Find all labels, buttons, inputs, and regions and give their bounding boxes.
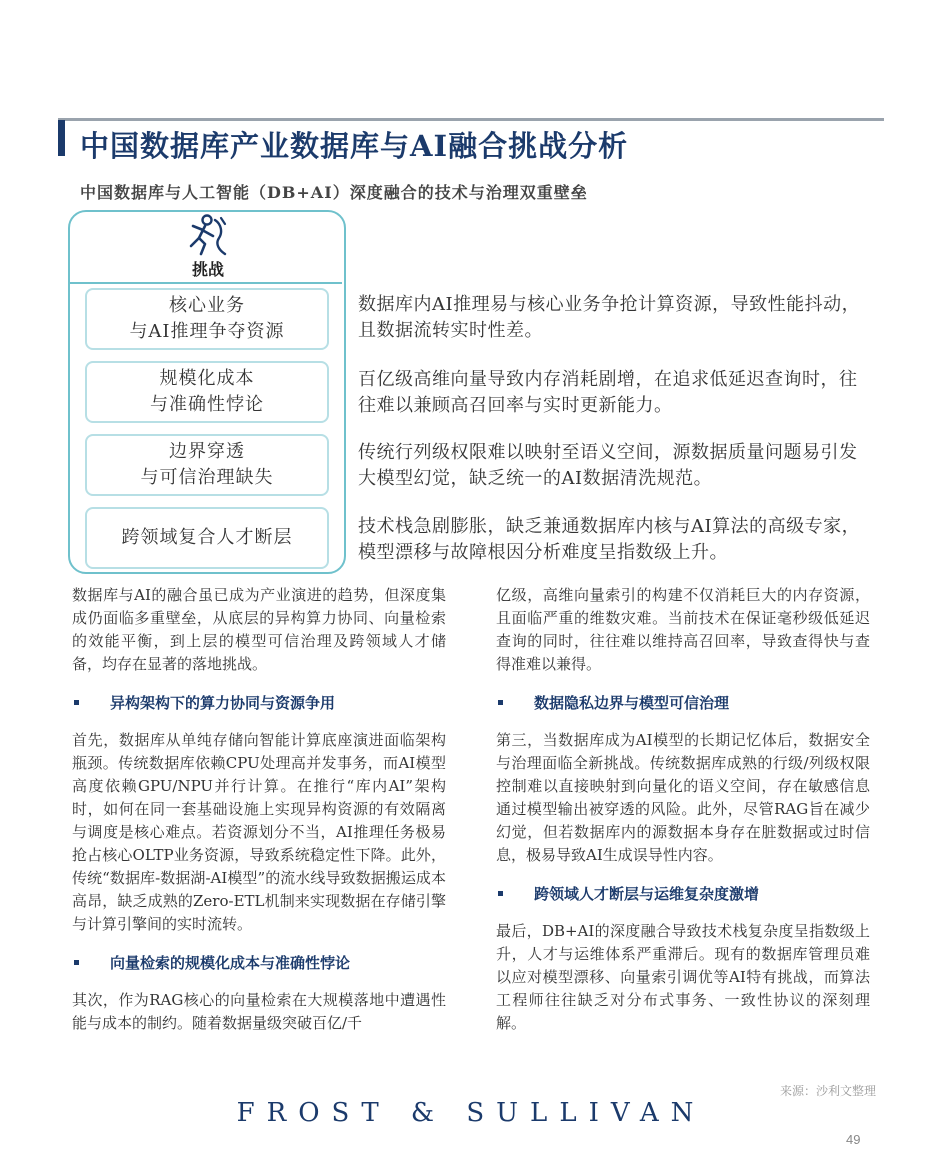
card-line: 与AI推理争夺资源 — [129, 321, 285, 342]
card-line: 与准确性悖论 — [150, 394, 264, 415]
section-heading-text: 数据隐私边界与模型可信治理 — [534, 694, 730, 712]
page-number: 49 — [846, 1132, 861, 1147]
section-heading-text: 异构架构下的算力协同与资源争用 — [110, 694, 336, 712]
section-paragraph-continued: 亿级，高维向量索引的构建不仅消耗巨大的内存资源，且面临严重的维数灾难。当前技术在保证毫秒级低延迟查询的同时，往往难以维持高召回率，导致查得快与查得准难以兼得。 — [496, 586, 870, 673]
card-line: 边界穿透 — [169, 441, 245, 462]
section-heading — [496, 692, 870, 715]
section-paragraph: 首先，数据库从单纯存储向智能计算底座演进面临架构瓶颈。传统数据库依赖CPU处理高并发事务，而AI模型高度依赖GPU/NPU并行计算。在推行“库内AI”架构时，如何在同一套基础设施上实现异构资源的有效隔离与调度是核心难点。若资源划分不当，AI推理任务极易抢占核心OLTP业务资源，导致系统稳定性下降。此外，传统“数据库-数据湖-AI模型”的流水线导致数据搬运成本高昂，缺乏成熟的Zero-ETL机制来实现数据在存储引擎与计算引擎间的实时流转。 — [72, 731, 446, 933]
top-rule — [58, 118, 884, 121]
page-title: 中国数据库产业数据库与AI融合挑战分析 — [80, 129, 629, 163]
challenge-frame-divider — [70, 282, 342, 284]
challenge-card-governance — [85, 434, 329, 496]
card-line: 核心业务 — [169, 295, 245, 316]
challenge-card-resource — [85, 288, 329, 350]
square-bullet-icon — [74, 700, 79, 705]
card-line: 规模化成本 — [159, 368, 255, 389]
intro-paragraph: 数据库与AI的融合虽已成为产业演进的趋势，但深度集成仍面临多重壁垒，从底层的异构算力协同、向量检索的效能平衡，到上层的模型可信治理及跨领域人才储备，均存在显著的落地挑战。 — [72, 586, 446, 673]
challenge-description: 传统行列级权限难以映射至语义空间，源数据质量问题易引发大模型幻觉，缺乏统一的AI数据清洗规范。 — [358, 442, 858, 489]
card-line: 跨领域复合人才断层 — [121, 527, 293, 548]
square-bullet-icon — [74, 960, 79, 965]
page-subtitle: 中国数据库与人工智能（DB+AI）深度融合的技术与治理双重壁垒 — [80, 183, 588, 202]
challenge-description: 数据库内AI推理易与核心业务争抢计算资源，导致性能抖动，且数据流转实时性差。 — [358, 294, 861, 341]
section-paragraph: 第三，当数据库成为AI模型的长期记忆体后，数据安全与治理面临全新挑战。传统数据库成熟的行级/列级权限控制难以直接映射到向量化的语义空间，存在敏感信息通过模型输出被穿透的风险。此外，尽管RAG旨在减少幻觉，但若数据库内的源数据本身存在脏数据或过时信息，极易导致AI生成误导性内容。 — [496, 731, 870, 864]
square-bullet-icon — [498, 891, 503, 896]
section-paragraph: 最后，DB+AI的深度融合导致技术栈复杂度呈指数级上升，人才与运维体系严重滞后。现有的数据库管理员难以应对模型漂移、向量索引调优等AI特有挑战，而算法工程师往往缺乏对分布式事务、一致性协议的深刻理解。 — [496, 922, 870, 1032]
section-heading — [72, 692, 446, 715]
brand-logo: FROST & SULLIVAN — [236, 1098, 706, 1128]
square-bullet-icon — [498, 700, 503, 705]
body-column-left — [72, 584, 446, 1035]
climbing-person-icon — [185, 214, 231, 258]
source-note: 来源：沙利文整理 — [780, 1084, 877, 1098]
challenge-label: 挑战 — [191, 260, 224, 279]
challenge-card-talent — [85, 507, 329, 569]
challenge-card-scale — [85, 361, 329, 423]
title-accent-bar — [58, 120, 65, 156]
section-heading-text: 向量检索的规模化成本与准确性悖论 — [110, 954, 351, 972]
section-paragraph: 其次，作为RAG核心的向量检索在大规模落地中遭遇性能与成本的制约。随着数据量级突破百亿/千 — [72, 991, 446, 1032]
body-column-right — [496, 584, 870, 1035]
challenge-description: 百亿级高维向量导致内存消耗剧增，在追求低延迟查询时，往往难以兼顾高召回率与实时更新能力。 — [358, 369, 858, 416]
challenge-description: 技术栈急剧膨胀，缺乏兼通数据库内核与AI算法的高级专家，模型漂移与故障根因分析难度呈指数级上升。 — [358, 516, 861, 563]
section-heading-text: 跨领域人才断层与运维复杂度激增 — [534, 885, 760, 903]
section-heading — [496, 883, 870, 906]
section-heading — [72, 952, 446, 975]
card-line: 与可信治理缺失 — [140, 467, 274, 488]
